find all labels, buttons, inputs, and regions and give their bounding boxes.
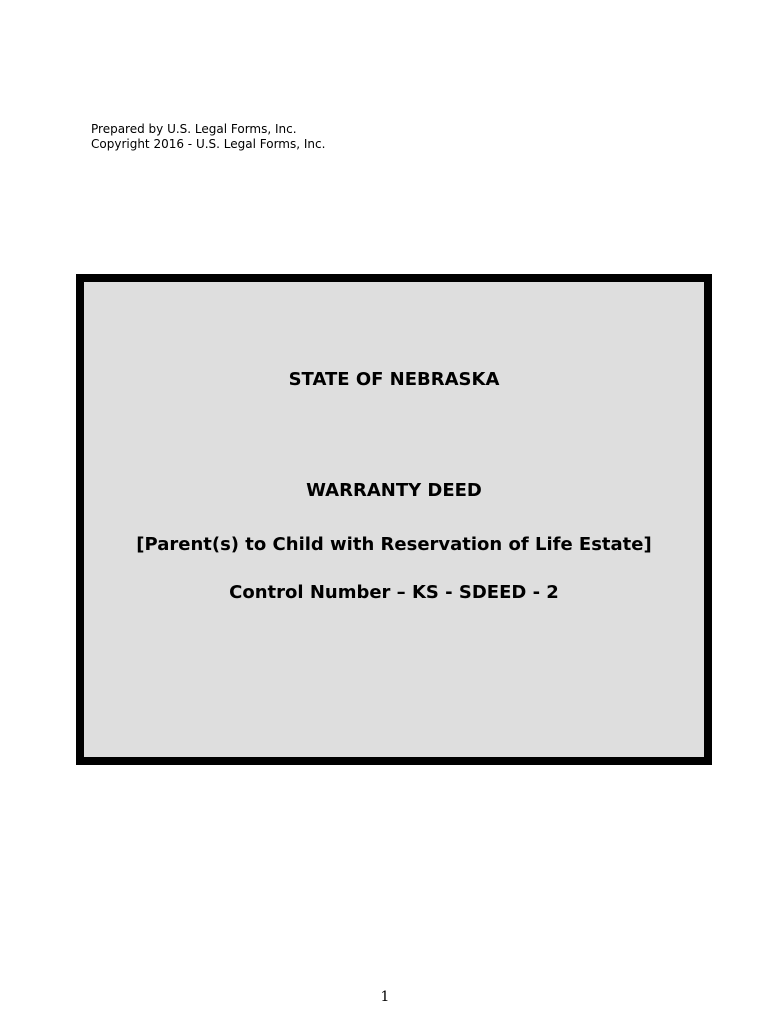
deed-title: WARRANTY DEED [306,480,482,501]
deed-subtitle: [Parent(s) to Child with Reservation of Life Estate] [136,534,652,555]
document-header [91,122,325,152]
page-number: 1 [380,989,390,1005]
cover-title-box [76,274,712,765]
state-title: STATE OF NEBRASKA [288,369,500,390]
prepared-by-text: Prepared by U.S. Legal Forms, Inc. [91,122,297,136]
copyright-text: Copyright 2016 - U.S. Legal Forms, Inc. [91,137,326,151]
control-number: Control Number – KS - SDEED - 2 [229,582,559,603]
